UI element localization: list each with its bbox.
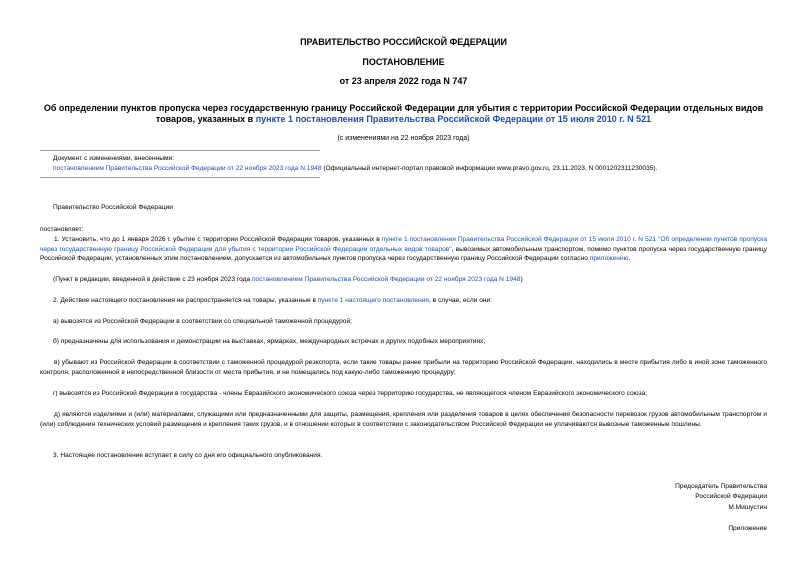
decrees-word: постановляет: (40, 226, 84, 233)
title-link[interactable]: пункте 1 постановления Правительства Российской Федерации от 15 июля 2010 г. N 521 (255, 114, 652, 124)
revision-note: (с изменениями на 22 ноября 2023 года) (337, 135, 470, 142)
government-subject: Правительство Российской Федерации (53, 204, 173, 211)
p2-link[interactable]: пункте 1 настоящего постановления (317, 297, 429, 304)
paragraph-3: 3. Настоящее постановление вступает в силу со дня его официального опубликования. (53, 452, 323, 459)
p1-text-b: , вывозимых автомобильным транспортом, помимо пунктов пропуска через государственную границу Российской Федерации, установленных этим постановлением, допускается из автомобильных пунктов пропуска через государственную границу Российской Федерации согласно (40, 245, 767, 263)
changes-source: (Официальный интернет-портал правовой информации www.pravo.gov.ru, 23.11.2023, N 0001202311230035). (321, 165, 658, 172)
item-a: а) вывозятся из Российской Федерации в соответствии со специальной таможенной процедурой; (53, 318, 352, 325)
separator-top (40, 150, 320, 151)
changes-link[interactable]: постановлением Правительства Российской Федерации от 22 ноября 2023 года N 1948 (53, 165, 322, 172)
p1-text-end: . (628, 255, 631, 263)
p1-note-end: ) (520, 276, 523, 283)
changes-label: Документ с изменениями, внесенными: (53, 155, 175, 162)
signature-country: Российской Федерации (695, 493, 767, 500)
item-d: д) являются изделиями и (или) материалами, служащими или предназначенными для защиты, размещения, крепления или разделения товаров в целях обеспечения безопасности перевозок грузов автомобильным транспортом и (или) соблюдения технических условий размещения и крепления таких грузов, и в отношении которых в соответствии с законодательством Российской Федерации не уплачиваются вывозные таможенные пошлины. (40, 411, 767, 428)
p1-note-link[interactable]: постановлением Правительства Российской Федерации от 22 ноября 2023 года N 1948 (251, 276, 521, 283)
p1-link-appendix[interactable]: приложению (589, 255, 629, 263)
document-date-number: от 23 апреля 2022 года N 747 (339, 76, 468, 86)
signature-name: М.Мишустин (728, 504, 767, 511)
signature-position: Председатель Правительства (675, 483, 767, 490)
separator-bottom (40, 177, 320, 178)
item-b: б) предназначены для использования и демонстрации на выставках, ярмарках, международных встречах и других подобных мероприятиях; (53, 338, 486, 345)
p2-text-b: , в случае, если они: (429, 297, 493, 304)
title-text: Об определении пунктов пропуска через государственную границу Российской Федерации для убытия с территории Российской Федерации отдельных видов товаров, указанных в (43, 103, 764, 124)
p1-text-a: 1. Установить, что до 1 января 2026 г. убытие с территории Российской Федерации товаров, указанных в (54, 236, 382, 243)
changes-line (53, 164, 657, 174)
p2-text-a: 2. Действие настоящего постановления не распространяется на товары, указанные в (53, 297, 318, 304)
p1-note-text: (Пункт в редакции, введенной в действие с 23 ноября 2023 года (53, 276, 252, 283)
document-title (40, 103, 767, 125)
paragraph-1 (40, 235, 767, 264)
paragraph-2 (53, 296, 492, 306)
p1-link-decree-521[interactable]: пункте 1 постановления Правительства Российской Федерации от 15 июля 2010 г. N 521 "Об определении пунктов пропуска через государственную границу Российской Федерации для убытия с территории Российской Федерации отдельных видов товаров" (40, 236, 767, 253)
appendix-label: Приложение (728, 525, 767, 532)
item-v: в) убывают из Российской Федерации в соответствии с таможенной процедурой реэкспорта, если такие товары ранее прибыли на территорию Российской Федерации, находились в месте прибытия либо в иной зоне таможенного контроля, расположенной в непосредственной близости от места прибытия, и не помещались под какую-либо таможенную процедуру; (40, 359, 767, 376)
item-g: г) вывозятся из Российской Федерации в государства - члены Евразийского экономического союза через территорию государства, не являющегося членом Евразийского экономического союза; (53, 390, 648, 397)
paragraph-1-note (53, 275, 523, 285)
document-type: ПОСТАНОВЛЕНИЕ (362, 57, 445, 67)
government-header: ПРАВИТЕЛЬСТВО РОССИЙСКОЙ ФЕДЕРАЦИИ (300, 37, 507, 47)
